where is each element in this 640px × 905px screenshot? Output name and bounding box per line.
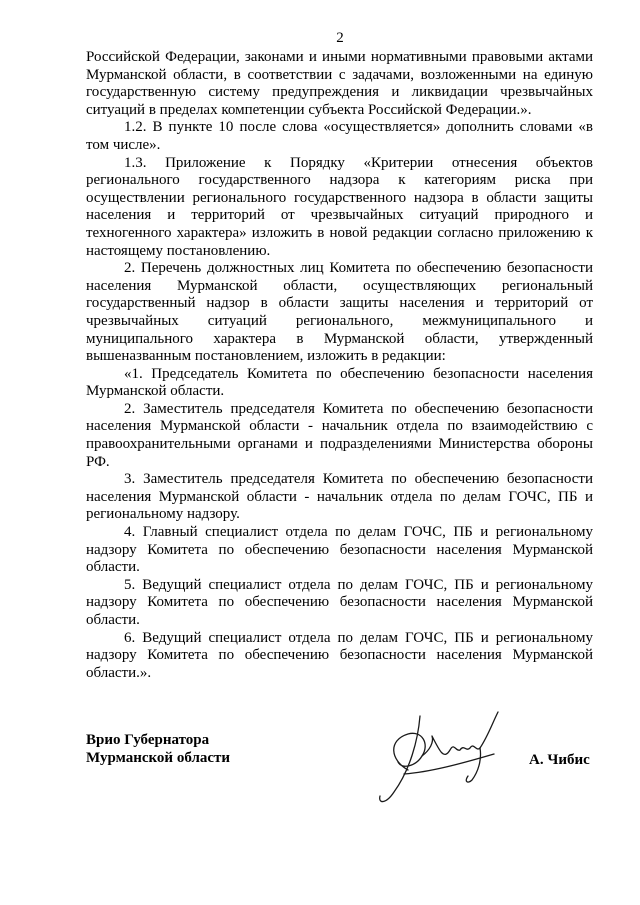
paragraph-continuation: Российской Федерации, законами и иными нормативными правовыми актами Мурманской области, в соответствии с задачами, возложенными на единую государственную систему предупреждения и ликвидации чрезвычайных ситуаций в пределах компетенции субъекта Российской Федерации.». xyxy=(86,49,593,118)
signatory-position-line1: Врио Губернатора xyxy=(86,732,210,748)
list-item-official-6: 6. Ведущий специалист отдела по делам ГОЧС, ПБ и региональному надзору Комитета по обеспечению безопасности населения Мурманской области.». xyxy=(86,629,593,681)
signatory-position-line2: Мурманской области xyxy=(86,750,231,766)
page-number: 2 xyxy=(336,30,344,46)
list-item-official-5: 5. Ведущий специалист отдела по делам ГОЧС, ПБ и региональному надзору Комитета по обеспечению безопасности населения Мурманской области. xyxy=(86,576,593,628)
document-body xyxy=(86,49,593,682)
list-item-official-3: 3. Заместитель председателя Комитета по обеспечению безопасности населения Мурманской области - начальник отдела по делам ГОЧС, ПБ и региональному надзору. xyxy=(86,471,593,523)
list-item-official-1: «1. Председатель Комитета по обеспечению безопасности населения Мурманской области. xyxy=(86,365,593,400)
list-item-official-4: 4. Главный специалист отдела по делам ГОЧС, ПБ и региональному надзору Комитета по обеспечению безопасности населения Мурманской области. xyxy=(86,524,593,576)
signatory-position xyxy=(86,731,230,767)
list-item-official-2: 2. Заместитель председателя Комитета по обеспечению безопасности населения Мурманской области - начальник отдела по взаимодействию с правоохранительными органами и подразделениями Министерства обороны РФ. xyxy=(86,400,593,470)
paragraph-item-2: 2. Перечень должностных лиц Комитета по обеспечению безопасности населения Мурманской области, осуществляющих региональный государственный надзор в области защиты населения и территорий от чрезвычайных ситуаций регионального, межмуниципального и муниципального характера в Мурманской области, утвержденный вышеназванным постановлением, изложить в редакции: xyxy=(86,260,593,365)
signatory-name: А. Чибис xyxy=(529,752,590,768)
paragraph-item-1-3: 1.3. Приложение к Порядку «Критерии отнесения объектов регионального государственного надзора к категориям риска при осуществлении регионального государственного надзора в области защиты населения и территорий от чрезвычайных ситуаций природного и техногенного характера» изложить в новой редакции согласно приложению к настоящему постановлению. xyxy=(86,154,593,259)
handwritten-signature xyxy=(360,700,510,810)
paragraph-item-1-2: 1.2. В пункте 10 после слова «осуществляется» дополнить словами «в том числе». xyxy=(86,119,593,153)
